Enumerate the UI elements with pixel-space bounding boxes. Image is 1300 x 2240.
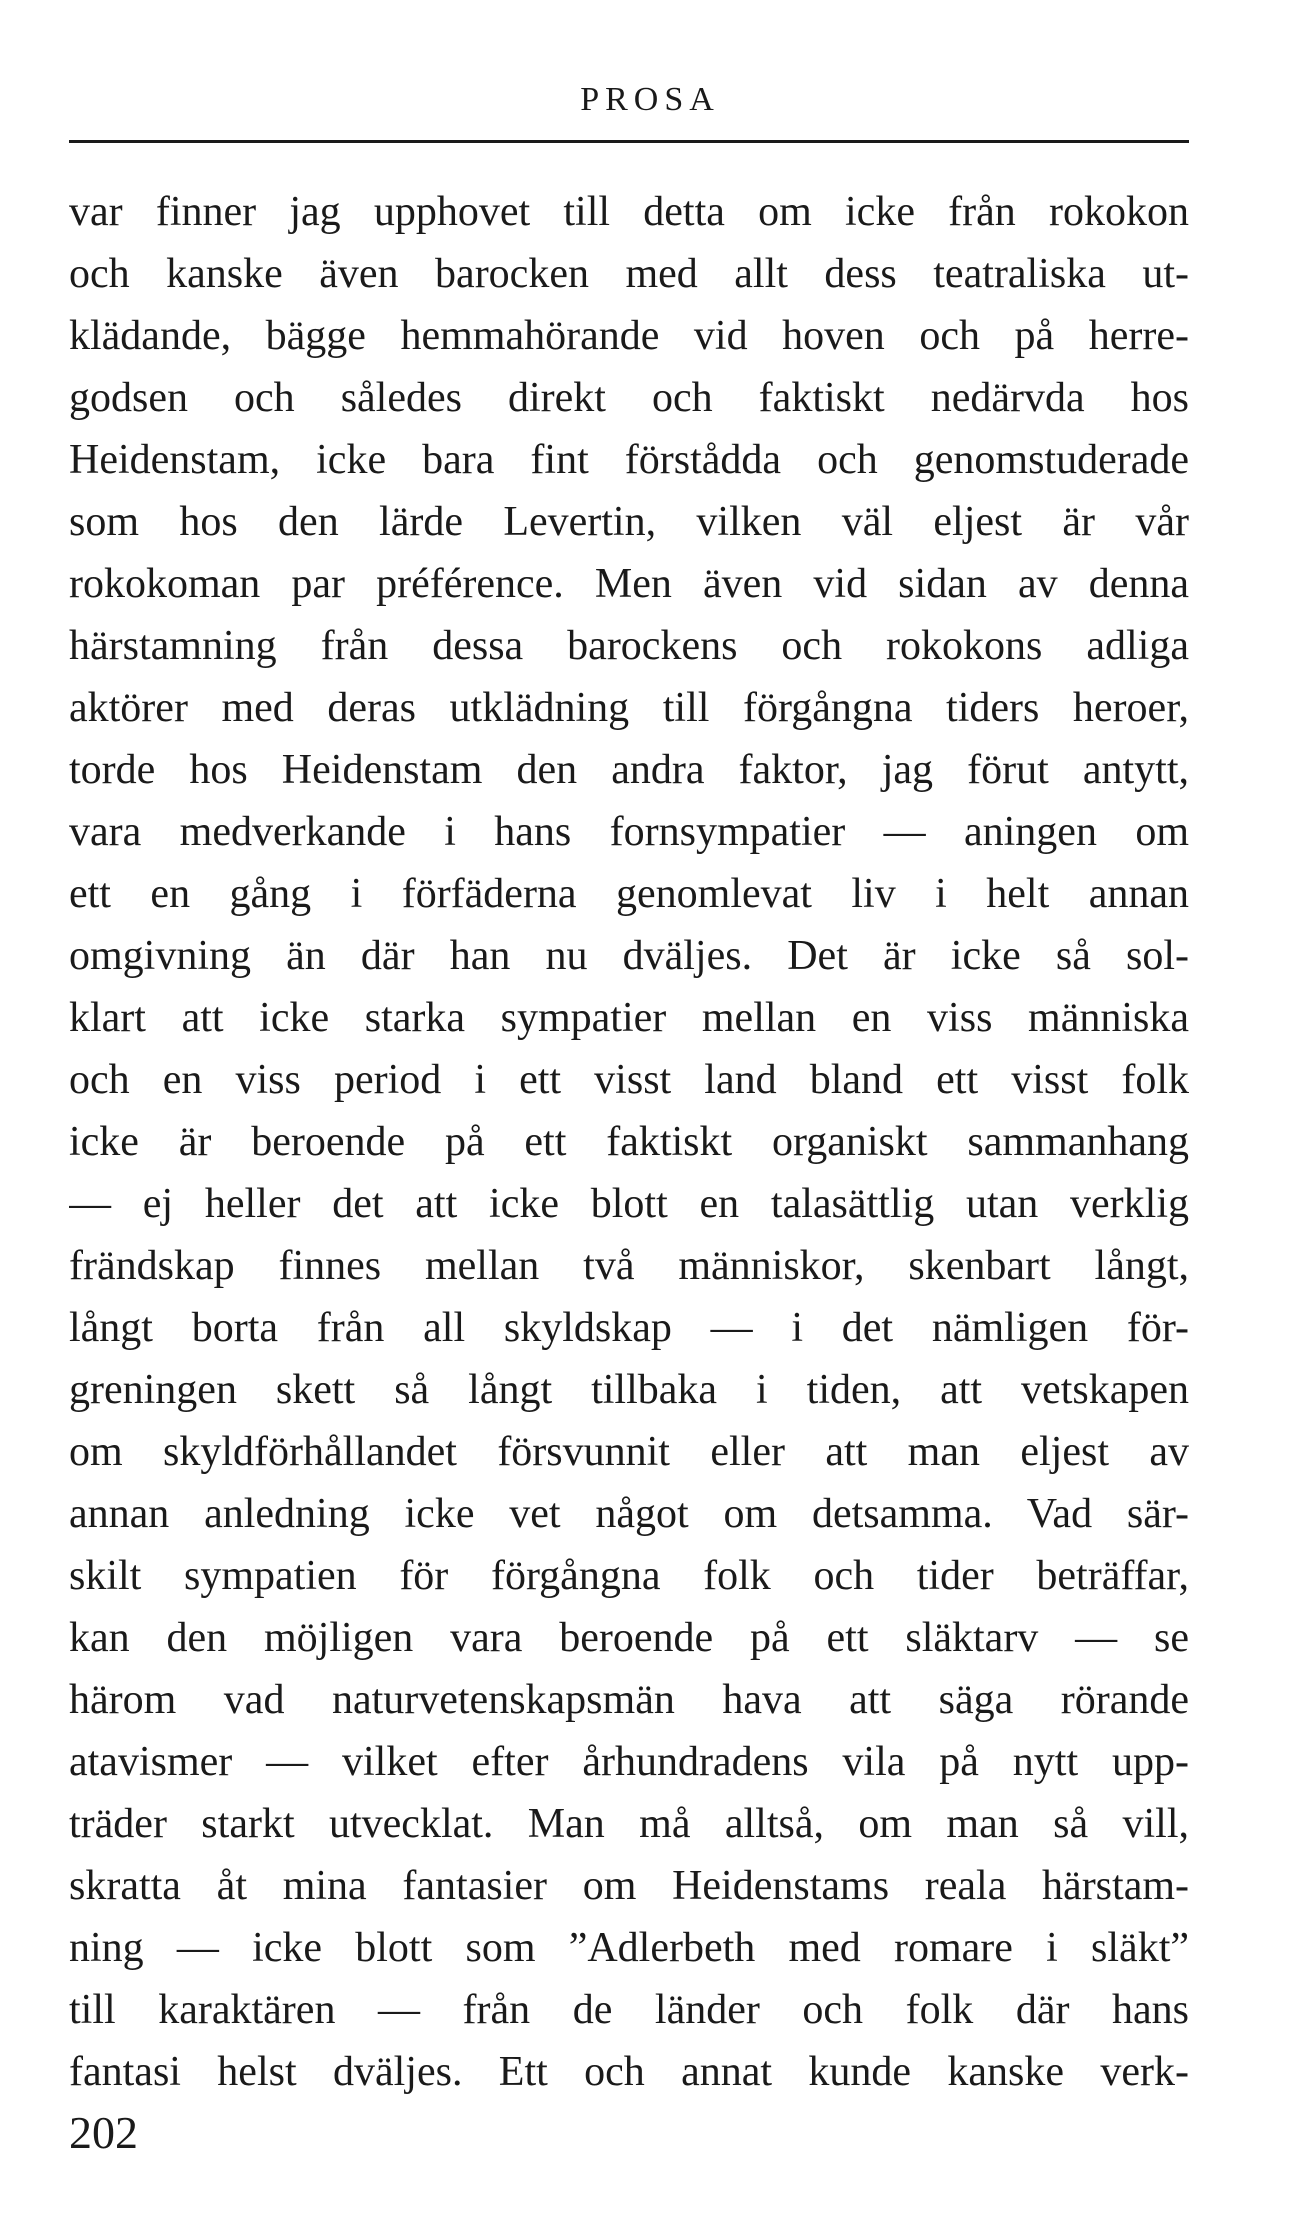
text-line: Heidenstam, icke bara fint förstådda och genomstuderade	[69, 437, 1189, 483]
text-line: härom vad naturvetenskapsmän hava att säga rörande	[69, 1677, 1189, 1723]
text-line: skilt sympatien för förgångna folk och tider beträffar,	[69, 1553, 1189, 1599]
body-text	[69, 181, 1189, 2103]
text-line: icke är beroende på ett faktiskt organiskt sammanhang	[69, 1119, 1189, 1165]
running-head: PROSA	[580, 81, 720, 118]
text-line: fantasi helst dväljes. Ett och annat kunde kanske verk-	[69, 2049, 1189, 2095]
text-line: om skyldförhållandet försvunnit eller att man eljest av	[69, 1429, 1189, 1475]
text-line: skratta åt mina fantasier om Heidenstams reala härstam-	[69, 1863, 1189, 1909]
text-line: rokokoman par préférence. Men även vid sidan av denna	[69, 561, 1189, 607]
text-line: och kanske även barocken med allt dess teatraliska ut-	[69, 251, 1189, 297]
text-line: aktörer med deras utklädning till förgångna tiders heroer,	[69, 685, 1189, 731]
text-line: ett en gång i förfäderna genomlevat liv i helt annan	[69, 871, 1189, 917]
text-line: atavismer — vilket efter århundradens vila på nytt upp-	[69, 1739, 1189, 1785]
text-line: kan den möjligen vara beroende på ett släktarv — se	[69, 1615, 1189, 1661]
text-line: och en viss period i ett visst land bland ett visst folk	[69, 1057, 1189, 1103]
text-line: härstamning från dessa barockens och rokokons adliga	[69, 623, 1189, 669]
page-number: 202	[69, 2107, 138, 2158]
text-line: klädande, bägge hemmahörande vid hoven och på herre-	[69, 313, 1189, 359]
text-line: var finner jag upphovet till detta om icke från rokokon	[69, 189, 1189, 235]
text-line: omgivning än där han nu dväljes. Det är icke så sol-	[69, 933, 1189, 979]
text-line: till karaktären — från de länder och folk där hans	[69, 1987, 1189, 2033]
header-rule	[69, 140, 1189, 143]
text-line: ning — icke blott som ”Adlerbeth med romare i släkt”	[69, 1925, 1189, 1971]
text-line: greningen skett så långt tillbaka i tiden, att vetskapen	[69, 1367, 1189, 1413]
text-line: som hos den lärde Levertin, vilken väl eljest är vår	[69, 499, 1189, 545]
text-line: annan anledning icke vet något om detsamma. Vad sär-	[69, 1491, 1189, 1537]
text-line: — ej heller det att icke blott en talasättlig utan verklig	[69, 1181, 1189, 1227]
text-line: vara medverkande i hans fornsympatier — aningen om	[69, 809, 1189, 855]
text-line: träder starkt utvecklat. Man må alltså, om man så vill,	[69, 1801, 1189, 1847]
text-line: frändskap finnes mellan två människor, skenbart långt,	[69, 1243, 1189, 1289]
text-line: torde hos Heidenstam den andra faktor, jag förut antytt,	[69, 747, 1189, 793]
text-line: klart att icke starka sympatier mellan en viss människa	[69, 995, 1189, 1041]
text-line: godsen och således direkt och faktiskt nedärvda hos	[69, 375, 1189, 421]
text-line: långt borta från all skyldskap — i det nämligen för-	[69, 1305, 1189, 1351]
